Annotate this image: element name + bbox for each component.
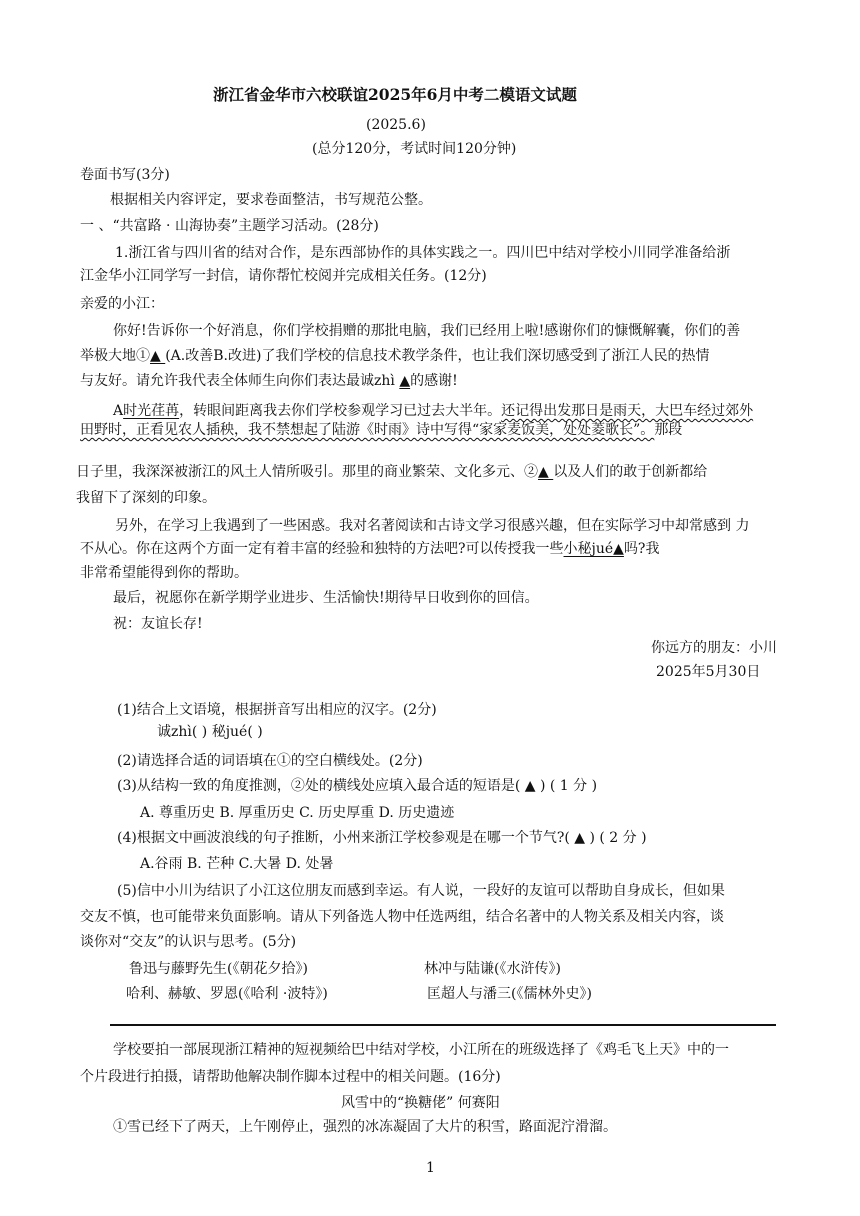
candidate-pair-2: 林冲与陆谦(《水浒传》) xyxy=(424,961,561,977)
blank-1: ▲ xyxy=(150,348,166,364)
question-1-2: (2)请选择合适的词语填在①的空白横线处。(2分) xyxy=(117,753,423,769)
letter-text: 与友好。请允许我代表全体师生向你们表达最诚zhì xyxy=(80,373,400,389)
letter-text: 的感谢! xyxy=(410,373,458,389)
question-1-5-line1: (5)信中小川为结识了小江这位朋友而感到幸运。有人说，一段好的友谊可以帮助自身成长，但如果 xyxy=(117,883,725,899)
exam-info: (总分120分，考试时间120分钟) xyxy=(312,141,517,157)
underlined-phrase: 时光荏苒 xyxy=(123,403,180,419)
letter-text: (A.改善B.改进)了我们学校的信息技术教学条件，也让我们深切感受到了浙江人民的热情 xyxy=(165,348,710,364)
letter-greeting: 亲爱的小江： xyxy=(80,296,164,312)
wavy-sentence: 田野时，正看见农人插秧，我不禁想起了陆游《时雨》诗中写得“家家麦饭美，处处菱歌长”。 xyxy=(80,422,655,438)
story-title: 风雪中的“换糖佬” 何赛阳 xyxy=(341,1095,500,1111)
wavy-sentence: 还记得出发那日是雨天，大巴车经过郊外 xyxy=(501,403,754,419)
question-1-1-blanks: 诚zhì( ) 秘jué( ) xyxy=(157,724,263,740)
letter-p1-line1: 你好!告诉你一个好消息，你们学校捐赠的那批电脑，我们已经用上啦!感谢你们的慷慨解囊，你们的善 xyxy=(113,323,741,339)
letter-p4: 最后，祝愿你在新学期学业进步、生活愉快!期待早日收到你的回信。 xyxy=(113,590,539,606)
letter-wish: 祝：友谊长存! xyxy=(113,616,203,632)
letter-p2-line1 xyxy=(113,402,753,420)
candidate-pair-3: 哈利、赫敏、罗恩(《哈利 ·波特》) xyxy=(126,986,328,1002)
exam-title: 浙江省金华市六校联谊2025年6月中考二模语文试题 xyxy=(213,85,577,104)
candidate-pair-4: 匡超人与潘三(《儒林外史》) xyxy=(427,986,592,1002)
letter-text: 日子里，我深深被浙江的风土人情所吸引。那里的商业繁荣、文化多元、② xyxy=(76,464,538,480)
blank-2: ▲ xyxy=(538,464,554,480)
section2-intro-line1: 学校要拍一部展现浙江精神的短视频给巴中结对学校，小江所在的班级选择了《鸡毛飞上天》中的一 xyxy=(113,1042,729,1058)
question-1-3: (3)从结构一致的角度推测，②处的横线处应填入最合适的短语是( ▲ ) ( 1 分 ) xyxy=(117,778,598,794)
blank-zhi: ▲ xyxy=(399,373,411,389)
question-1-4-options: A.谷雨 B. 芒种 C.大暑 D. 处暑 xyxy=(140,856,334,872)
letter-p2-line4: 我留下了深刻的印象。 xyxy=(76,490,216,506)
letter-p2-line3 xyxy=(76,463,707,481)
letter-signature: 你远方的朋友：小川 xyxy=(651,640,777,656)
letter-p3-line3: 非常希望能得到你的帮助。 xyxy=(80,565,248,581)
question-1-3-options: A. 尊重历史 B. 厚重历史 C. 历史厚重 D. 历史遗迹 xyxy=(140,805,455,821)
handwriting-text: 根据相关内容评定，要求卷面整洁，书写规范公整。 xyxy=(110,192,432,208)
letter-p1-line2 xyxy=(80,347,709,365)
letter-p3-line2 xyxy=(80,540,659,558)
letter-sign-date: 2025年5月30日 xyxy=(656,664,761,680)
handwriting-heading: 卷面书写(3分) xyxy=(80,167,170,183)
question-1-1: (1)结合上文语境，根据拼音写出相应的汉字。(2分) xyxy=(117,702,437,718)
question-1-4: (4)根据文中画波浪线的句子推断，小州来浙江学校参观是在哪一个节气?( ▲ ) ( 2 分 ) xyxy=(117,830,647,846)
section-divider xyxy=(110,1024,776,1026)
letter-p3-line1: 另外，在学习上我遇到了一些困惑。我对名著阅读和古诗文学习很感兴趣，但在实际学习中却常感到 力 xyxy=(115,518,750,534)
section2-intro-line2: 个片段进行拍摄，请帮助他解决制作脚本过程中的相关问题。(16分) xyxy=(80,1069,501,1085)
letter-text: 以及人们的敢于创新都给 xyxy=(553,464,708,480)
story-paragraph-1: ①雪已经下了两天，上午刚停止，强烈的冰冻凝固了大片的积雪，路面泥泞滑溜。 xyxy=(113,1119,617,1135)
page-number: 1 xyxy=(426,1160,435,1176)
letter-text: 吗?我 xyxy=(623,541,660,557)
question-1-5-line3: 谈你对“交友”的认识与思考。(5分) xyxy=(80,934,297,950)
letter-text: 那段 xyxy=(654,422,683,438)
section1-heading: 一 、“共富路 · 山海协奏”主题学习活动。(28分) xyxy=(80,218,379,234)
question-1-5-line2: 交友不慎，也可能带来负面影响。请从下列备选人物中任选两组，结合名著中的人物关系及相关内容，谈 xyxy=(80,909,724,925)
candidate-pair-1: 鲁迅与藤野先生(《朝花夕拾》) xyxy=(129,961,308,977)
letter-p2-line2 xyxy=(80,421,682,439)
exam-date: (2025.6) xyxy=(366,117,426,133)
marker-a: A xyxy=(113,403,124,419)
q1-intro-line2: 江金华小江同学写一封信，请你帮忙校阅并完成相关任务。(12分) xyxy=(80,268,487,284)
letter-text: 举极大地① xyxy=(80,348,150,364)
blank-jue: 小秘jué▲ xyxy=(563,541,624,557)
letter-text: ，转眼间距离我去你们学校参观学习已过去大半年。 xyxy=(179,403,502,419)
letter-text: 不从心。你在这两个方面一定有着丰富的经验和独特的方法吧?可以传授我一些 xyxy=(80,541,564,557)
letter-p1-line3 xyxy=(80,372,458,390)
q1-intro-line1: 1.浙江省与四川省的结对合作，是东西部协作的具体实践之一。四川巴中结对学校小川同学准备给浙 xyxy=(115,245,731,261)
